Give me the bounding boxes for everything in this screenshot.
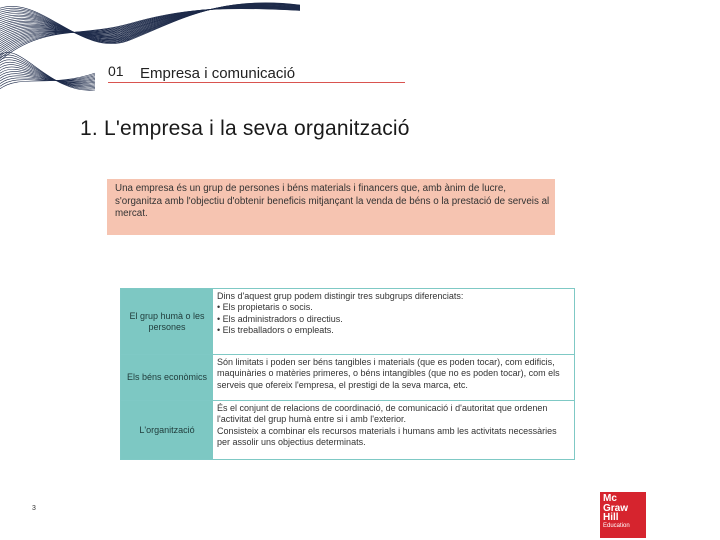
row-text: Consisteix a combinar els recursos materials i humans amb les activitats necessàries per assolir uns objectius determinats. xyxy=(217,425,557,447)
list-item: • Els administradors o directius. xyxy=(217,314,570,325)
subgroup-list xyxy=(217,302,570,336)
table-row xyxy=(121,289,574,355)
row-label: Els béns econòmics xyxy=(121,355,214,400)
wave-line xyxy=(0,57,95,88)
logo-line: Graw xyxy=(603,502,629,514)
row-content xyxy=(217,403,570,448)
page-number: 3 xyxy=(32,505,36,512)
publisher-logo xyxy=(600,492,646,538)
row-intro-text: Dins d'aquest grup podem distingir tres subgrups diferenciats: xyxy=(217,291,464,301)
slide-title: 1. L'empresa i la seva organització xyxy=(80,117,410,140)
list-item: • Els propietaris o socis. xyxy=(217,302,570,313)
list-item: • Els treballadors o empleats. xyxy=(217,325,570,336)
definition-box xyxy=(107,179,555,235)
logo-line: Hill xyxy=(603,512,619,523)
components-table xyxy=(120,288,575,460)
logo-line: Mc xyxy=(603,493,617,504)
table-row xyxy=(121,355,574,401)
table-row xyxy=(121,401,574,459)
chapter-title: Empresa i comunicació xyxy=(140,65,296,82)
row-content: Són limitats i poden ser béns tangibles i materials (que es poden tocar), com edificis, maquinàries o matèries primeres, o béns intangibles (que no es poden tocar), com els serveis que ofereix l'empresa, el prestigi de la seva marca, etc. xyxy=(217,357,560,390)
row-text: És el conjunt de relacions de coordinació, de comunicació i d'autoritat que ordenen l'activitat del grup humà entre si i amb l'exterior. xyxy=(217,403,548,425)
row-label: El grup humà o les persones xyxy=(121,289,214,354)
logo-subtitle: Education xyxy=(603,522,630,529)
chapter-header xyxy=(108,62,405,83)
definition-text: Una empresa és un grup de persones i béns materials i financers que, amb ànim de lucre, s'organitza amb l'objectiu d'obtenir beneficis mitjançant la venda de béns o la prestació de serveis al mercat. xyxy=(115,183,550,219)
row-content xyxy=(217,291,570,336)
chapter-number: 01 xyxy=(108,63,124,79)
row-label: L'organització xyxy=(121,401,214,459)
